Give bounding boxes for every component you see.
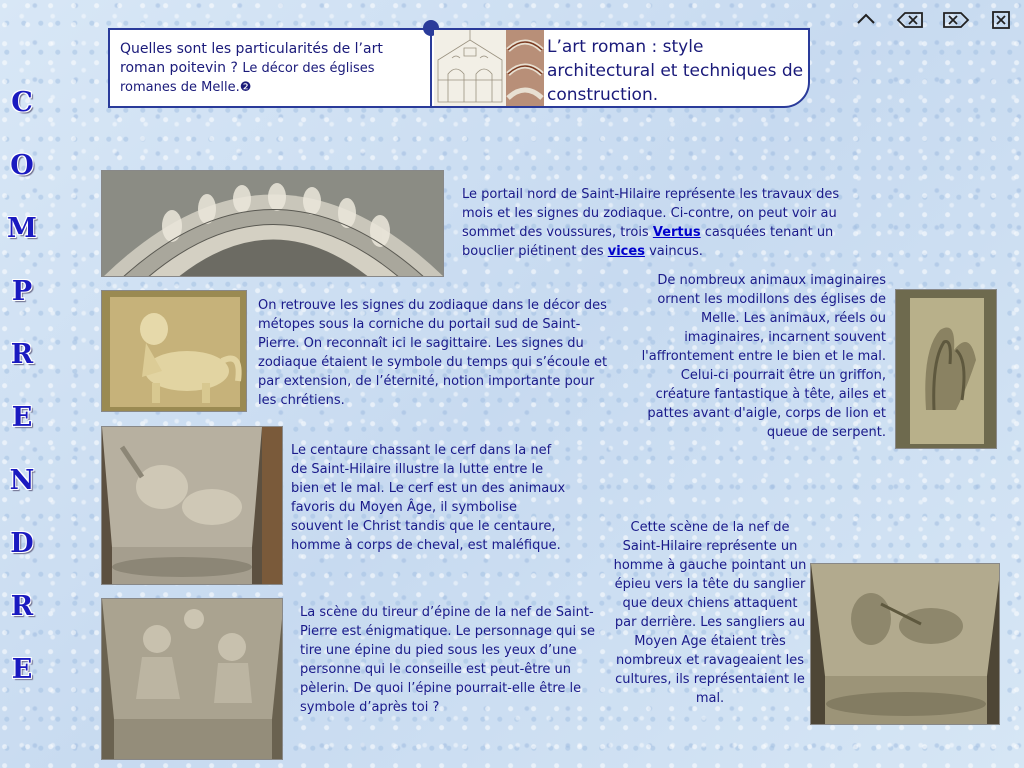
vertical-letter: R — [10, 591, 34, 622]
forward-delete-icon — [942, 11, 970, 29]
banner-left-small: Le décor des églises romanes de Melle. — [120, 61, 375, 95]
boar-hunt-capital-photo — [810, 563, 1000, 725]
nav-close-button[interactable] — [991, 11, 1011, 29]
vertical-letter: O — [10, 150, 34, 181]
banner-right-link[interactable]: L’art roman : style architectural et techniques de construction. — [547, 37, 804, 105]
vertical-letter: M — [7, 213, 37, 244]
north-portal-text-c: vaincus. — [644, 244, 703, 259]
north-portal-text-b: casquées tenant un bouclier piétinent des — [462, 225, 834, 259]
church-facade-thumbnail — [434, 30, 544, 106]
banner-left-main: Quelles sont les particularités de l’art roman poitevin ? — [120, 41, 383, 76]
banner-divider — [430, 28, 432, 108]
close-icon — [991, 11, 1011, 29]
banner-marker: ❷ — [239, 80, 252, 95]
nav-back-button[interactable] — [896, 11, 924, 29]
nav-up-button[interactable] — [855, 11, 877, 29]
vertical-title-comprendre — [6, 88, 38, 718]
vertical-letter: P — [11, 276, 33, 307]
portal-voussures-photo — [101, 170, 444, 277]
vertical-letter: E — [11, 402, 33, 433]
nav-forward-button[interactable] — [942, 11, 970, 29]
vertical-letter: R — [10, 339, 34, 370]
centaur-capital-photo — [101, 426, 283, 585]
vices-link[interactable]: vices — [607, 244, 645, 259]
griffin-text: De nombreux animaux imaginaires ornent les modillons des églises de Melle. Les animaux, réels ou imaginaires, incarnent souvent l'affrontement entre le bien et le mal. Celui-ci pourrait être un griffon, créature fantastique à tête, ailes et pattes avant d'aigle, corps de lion et queue de serpent. — [641, 273, 886, 440]
chevron-up-icon — [855, 11, 877, 29]
griffin-modillon-photo — [895, 289, 997, 449]
zodiac-text: On retrouve les signes du zodiaque dans le décor des métopes sous la corniche du portail sud de Saint-Pierre. On reconnaît ici le sagittaire. Les signes du zodiaque étaient le symbole du temps qui s’écoule et par extension, de l’éternité, notion importante pour les chrétiens. — [258, 298, 608, 408]
thorn-puller-text: La scène du tireur d’épine de la nef de Saint-Pierre est énigmatique. Le personnage qui se tire une épine du pied sous les yeux d’une personne qui le conseille est peut-être un pèlerin. De quoi l’épine pourrait-elle être le symbole d’après toi ? — [300, 605, 595, 715]
vertical-letter: C — [11, 87, 33, 118]
vertus-link[interactable]: Vertus — [652, 225, 701, 240]
boar-hunt-text: Cette scène de la nef de Saint-Hilaire représente un homme à gauche pointant un épieu vers la tête du sanglier que deux chiens attaquent par derrière. Les sangliers au Moyen Age étaient très nombreux et ravageaient les cultures, ils représentaient le mal. — [613, 520, 807, 706]
back-delete-icon — [896, 11, 924, 29]
sagittarius-metope-photo — [101, 290, 247, 412]
centaur-text: Le centaure chassant le cerf dans la nef de Saint-Hilaire illustre la lutte entre le bien et le mal. Le cerf est un des animaux favoris du Moyen Âge, il symbolise souvent le Christ tandis que le centaure, homme à corps de cheval, est maléfique. — [291, 443, 566, 553]
banner-left-link[interactable] — [120, 40, 410, 97]
vertical-letter: E — [11, 654, 33, 685]
north-portal-text-a: Le portail nord de Saint-Hilaire représente les travaux des mois et les signes du zodiaque. Ci-contre, on peut voir au sommet des voussures, trois — [462, 187, 840, 240]
north-portal-text — [462, 185, 872, 261]
vertical-letter: D — [10, 528, 34, 559]
thorn-puller-capital-photo — [101, 598, 283, 760]
vertical-letter: N — [9, 465, 35, 496]
